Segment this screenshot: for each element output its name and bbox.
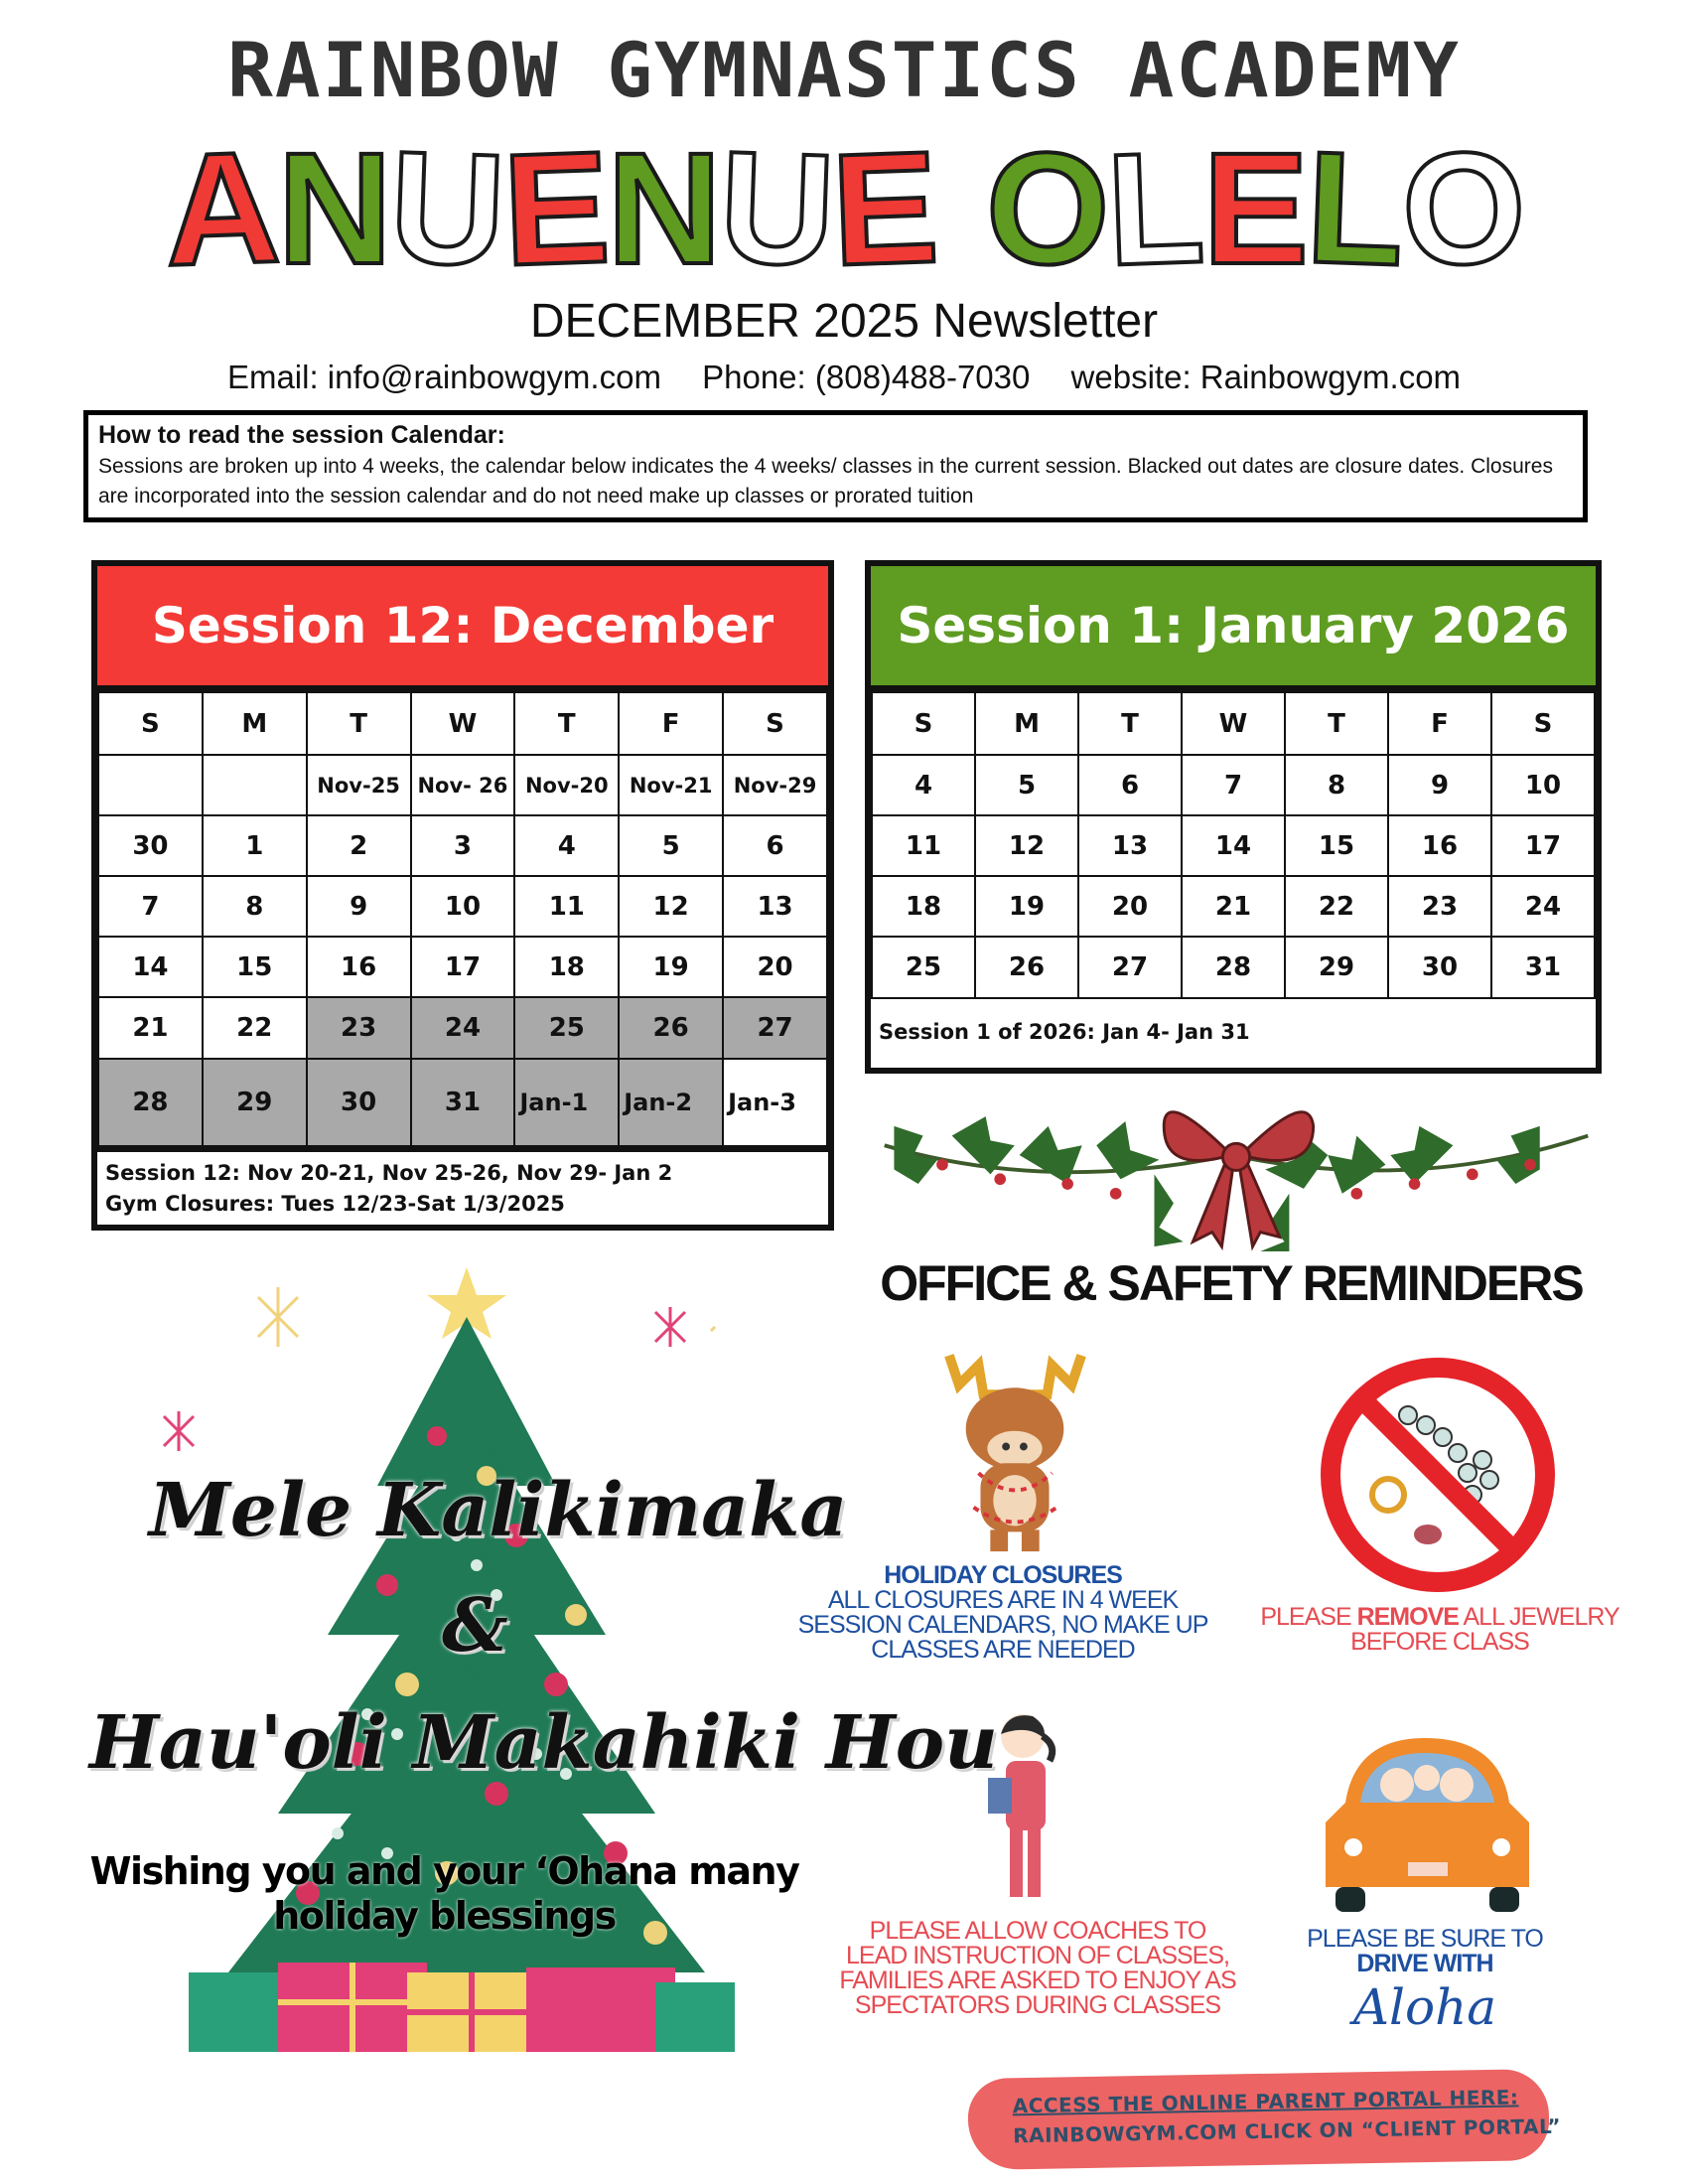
- calendar-day: 9: [1388, 755, 1491, 815]
- calendar-day: 14: [98, 937, 203, 997]
- calendar-day-closed: Jan-2: [619, 1059, 723, 1146]
- masthead-letter: O: [1398, 116, 1527, 300]
- calendar-day-closed: 24: [411, 997, 515, 1059]
- calendar-day: 29: [1285, 937, 1388, 998]
- masthead-letter: O: [982, 116, 1111, 300]
- weekday-label: T: [514, 692, 619, 755]
- calendar-day: 20: [1078, 876, 1182, 937]
- holiday-closures-body: ALL CLOSURES ARE IN 4 WEEK SESSION CALENDARS, NO MAKE UP CLASSES ARE NEEDED: [797, 1586, 1208, 1664]
- calendar-day: Nov-25: [307, 755, 411, 815]
- masthead-letter: L: [1104, 117, 1206, 299]
- reminders-title: OFFICE & SAFETY REMINDERS: [880, 1255, 1583, 1311]
- calendar-day: 9: [307, 876, 411, 937]
- holiday-closures-title: HOLIDAY CLOSURES: [884, 1561, 1122, 1589]
- holiday-closures-reminder: [794, 1563, 1211, 1663]
- masthead-letter: A: [161, 117, 281, 299]
- instructions-body: Sessions are broken up into 4 weeks, the calendar below indicates the 4 weeks/ classes in the current session. Blacked out dates are closure dates. Closures are incorporated into the session calendar and do not need make up classes or prorated tuition: [98, 455, 1553, 508]
- greeting-hauoli-makahiki-hou: Hau'oli Makahiki Hou: [89, 1700, 998, 1786]
- masthead-letter: E: [499, 117, 611, 299]
- masthead-letter: N: [607, 119, 720, 297]
- weekday-label: S: [98, 692, 203, 755]
- calendar-week-row: [872, 815, 1595, 876]
- calendar-day: Nov- 26: [411, 755, 515, 815]
- newsletter-subtitle: DECEMBER 2025 Newsletter: [529, 295, 1159, 348]
- calendar-day: 27: [1078, 937, 1182, 998]
- calendar-day: 18: [872, 876, 975, 937]
- calendar-day-closed: Jan-1: [514, 1059, 619, 1146]
- calendar-instructions: [83, 410, 1588, 522]
- family-car-icon: [1316, 1733, 1539, 1917]
- calendar-title: Session 12: December: [97, 566, 828, 691]
- calendar-day-closed: 25: [514, 997, 619, 1059]
- organization-name: RAINBOW GYMNASTICS ACADEMY: [227, 26, 1461, 114]
- drive-text-pre: PLEASE BE SURE TO: [1307, 1925, 1543, 1953]
- masthead-letter: L: [1303, 117, 1405, 299]
- calendar-week-row: [98, 997, 827, 1059]
- calendar-day: 18: [514, 937, 619, 997]
- calendar-day-closed: 27: [723, 997, 827, 1059]
- weekday-label: M: [203, 692, 307, 755]
- calendar-day: 8: [1285, 755, 1388, 815]
- drive-text-bold: DRIVE WITH: [1356, 1950, 1493, 1977]
- instructions-title: How to read the session Calendar:: [98, 421, 505, 449]
- calendar-day-closed: 23: [307, 997, 411, 1059]
- calendar-day: 12: [975, 815, 1078, 876]
- masthead-letter: U: [386, 117, 506, 299]
- calendar-day: 28: [1182, 937, 1285, 998]
- portal-line-1[interactable]: ACCESS THE ONLINE PARENT PORTAL HERE:: [1012, 2085, 1519, 2118]
- calendar-day: 15: [1285, 815, 1388, 876]
- calendar-day: 5: [975, 755, 1078, 815]
- calendar-footer-line: Session 1 of 2026: Jan 4- Jan 31: [879, 1020, 1250, 1044]
- calendar-day: 21: [98, 997, 203, 1059]
- calendar-day: [203, 755, 307, 815]
- calendar-week-row: [98, 815, 827, 876]
- calendar-day: 10: [411, 876, 515, 937]
- calendar-day: 13: [1078, 815, 1182, 876]
- jewelry-text-pre: PLEASE: [1260, 1603, 1357, 1631]
- weekday-label: T: [1078, 692, 1182, 755]
- weekday-label: W: [1182, 692, 1285, 755]
- calendar-day: 8: [203, 876, 307, 937]
- weekday-label: T: [307, 692, 411, 755]
- calendar-day: [98, 755, 203, 815]
- contact-line: [0, 358, 1688, 397]
- drive-with-aloha-reminder: [1271, 1927, 1579, 2038]
- january-session-calendar: [865, 560, 1602, 1074]
- calendar-week-row: [872, 876, 1595, 937]
- masthead-letter: E: [829, 117, 940, 299]
- calendar-day: 22: [203, 997, 307, 1059]
- weekday-header-row: [872, 692, 1595, 755]
- calendar-day: 26: [975, 937, 1078, 998]
- calendar-day-closed: 28: [98, 1059, 203, 1146]
- masthead-letter: U: [716, 117, 836, 299]
- holly-garland-icon: [864, 1088, 1609, 1251]
- drive-text-script: Aloha: [1352, 1978, 1497, 2036]
- calendar-week-row: [98, 1059, 827, 1146]
- calendar-day: 4: [514, 815, 619, 876]
- calendar-day: 23: [1388, 876, 1491, 937]
- calendar-day: 16: [307, 937, 411, 997]
- reindeer-illustration-icon: [909, 1336, 1122, 1556]
- calendar-day: 31: [1491, 937, 1595, 998]
- calendar-day: 14: [1182, 815, 1285, 876]
- calendar-day: Nov-21: [619, 755, 723, 815]
- calendar-day-closed: 30: [307, 1059, 411, 1146]
- calendar-day: 6: [723, 815, 827, 876]
- calendar-week-row: [872, 937, 1595, 998]
- weekday-label: S: [723, 692, 827, 755]
- weekday-label: M: [975, 692, 1078, 755]
- calendar-day: 15: [203, 937, 307, 997]
- calendar-grid: [871, 691, 1596, 999]
- no-jewelry-icon: [1319, 1356, 1557, 1594]
- masthead-title: [0, 116, 1688, 300]
- calendar-day: 12: [619, 876, 723, 937]
- calendar-day: Nov-20: [514, 755, 619, 815]
- calendar-day: 4: [872, 755, 975, 815]
- masthead-letter: N: [277, 119, 390, 297]
- calendar-week-row: [872, 755, 1595, 815]
- weekday-label: F: [1388, 692, 1491, 755]
- weekday-label: W: [411, 692, 515, 755]
- calendar-footer: [871, 999, 1596, 1054]
- calendar-day: 5: [619, 815, 723, 876]
- masthead-letter: E: [1202, 119, 1307, 297]
- contact-email[interactable]: Email: info@rainbowgym.com: [226, 359, 661, 395]
- calendar-day: 1: [203, 815, 307, 876]
- contact-phone[interactable]: Phone: (808)488-7030: [702, 359, 1031, 395]
- greeting-wish-line-2: holiday blessings: [273, 1894, 616, 1938]
- weekday-label: T: [1285, 692, 1388, 755]
- greeting-ampersand: &: [442, 1583, 508, 1669]
- calendar-title: Session 1: January 2026: [871, 566, 1596, 691]
- calendar-day: 30: [1388, 937, 1491, 998]
- calendar-day: 22: [1285, 876, 1388, 937]
- greeting-wish-line-1: Wishing you and your ‘Ohana many: [89, 1849, 799, 1893]
- parent-portal-banner[interactable]: [967, 2069, 1562, 2170]
- calendar-day: 10: [1491, 755, 1595, 815]
- calendar-day-closed: 29: [203, 1059, 307, 1146]
- calendar-week-row: [98, 937, 827, 997]
- calendar-day: 16: [1388, 815, 1491, 876]
- greeting-mele-kalikimaka: Mele Kalikimaka: [149, 1468, 848, 1553]
- weekday-label: S: [1491, 692, 1595, 755]
- calendar-day: 19: [619, 937, 723, 997]
- calendar-day: 7: [98, 876, 203, 937]
- jewelry-text-post: ALL JEWELRY BEFORE CLASS: [1350, 1603, 1619, 1656]
- calendar-footer: [97, 1147, 828, 1226]
- calendar-day: 24: [1491, 876, 1595, 937]
- calendar-week-row: [98, 755, 827, 815]
- contact-website[interactable]: website: Rainbowgym.com: [1070, 359, 1462, 395]
- weekday-label: S: [872, 692, 975, 755]
- calendar-day: 6: [1078, 755, 1182, 815]
- weekday-label: F: [619, 692, 723, 755]
- calendar-day: 17: [411, 937, 515, 997]
- calendar-week-row: [98, 876, 827, 937]
- calendar-day: 2: [307, 815, 411, 876]
- calendar-day: 20: [723, 937, 827, 997]
- calendar-day: 30: [98, 815, 203, 876]
- jewelry-text-bold: REMOVE: [1356, 1603, 1459, 1631]
- december-session-calendar: [91, 560, 834, 1231]
- calendar-day-closed: 26: [619, 997, 723, 1059]
- calendar-footer-line: Gym Closures: Tues 12/23-Sat 1/3/2025: [105, 1192, 565, 1216]
- calendar-day: 25: [872, 937, 975, 998]
- remove-jewelry-reminder: [1241, 1605, 1638, 1655]
- calendar-day: 13: [723, 876, 827, 937]
- calendar-day: 17: [1491, 815, 1595, 876]
- calendar-day: Jan-3: [723, 1059, 827, 1146]
- portal-line-2[interactable]: RAINBOWGYM.COM CLICK ON “CLIENT PORTAL”: [1013, 2113, 1562, 2148]
- calendar-day: Nov-29: [723, 755, 827, 815]
- calendar-day: 11: [514, 876, 619, 937]
- coaches-reminder: PLEASE ALLOW COACHES TO LEAD INSTRUCTION OF CLASSES, FAMILIES ARE ASKED TO ENJOY AS SPECTATORS DURING CLASSES: [839, 1917, 1236, 2019]
- calendar-day: 21: [1182, 876, 1285, 937]
- calendar-grid: [97, 691, 828, 1147]
- calendar-day: 7: [1182, 755, 1285, 815]
- calendar-day: 11: [872, 815, 975, 876]
- calendar-day: 19: [975, 876, 1078, 937]
- greeting-wish: [60, 1849, 829, 1939]
- calendar-day-closed: 31: [411, 1059, 515, 1146]
- calendar-footer-line: Session 12: Nov 20-21, Nov 25-26, Nov 29- Jan 2: [105, 1161, 673, 1185]
- weekday-header-row: [98, 692, 827, 755]
- calendar-day: 3: [411, 815, 515, 876]
